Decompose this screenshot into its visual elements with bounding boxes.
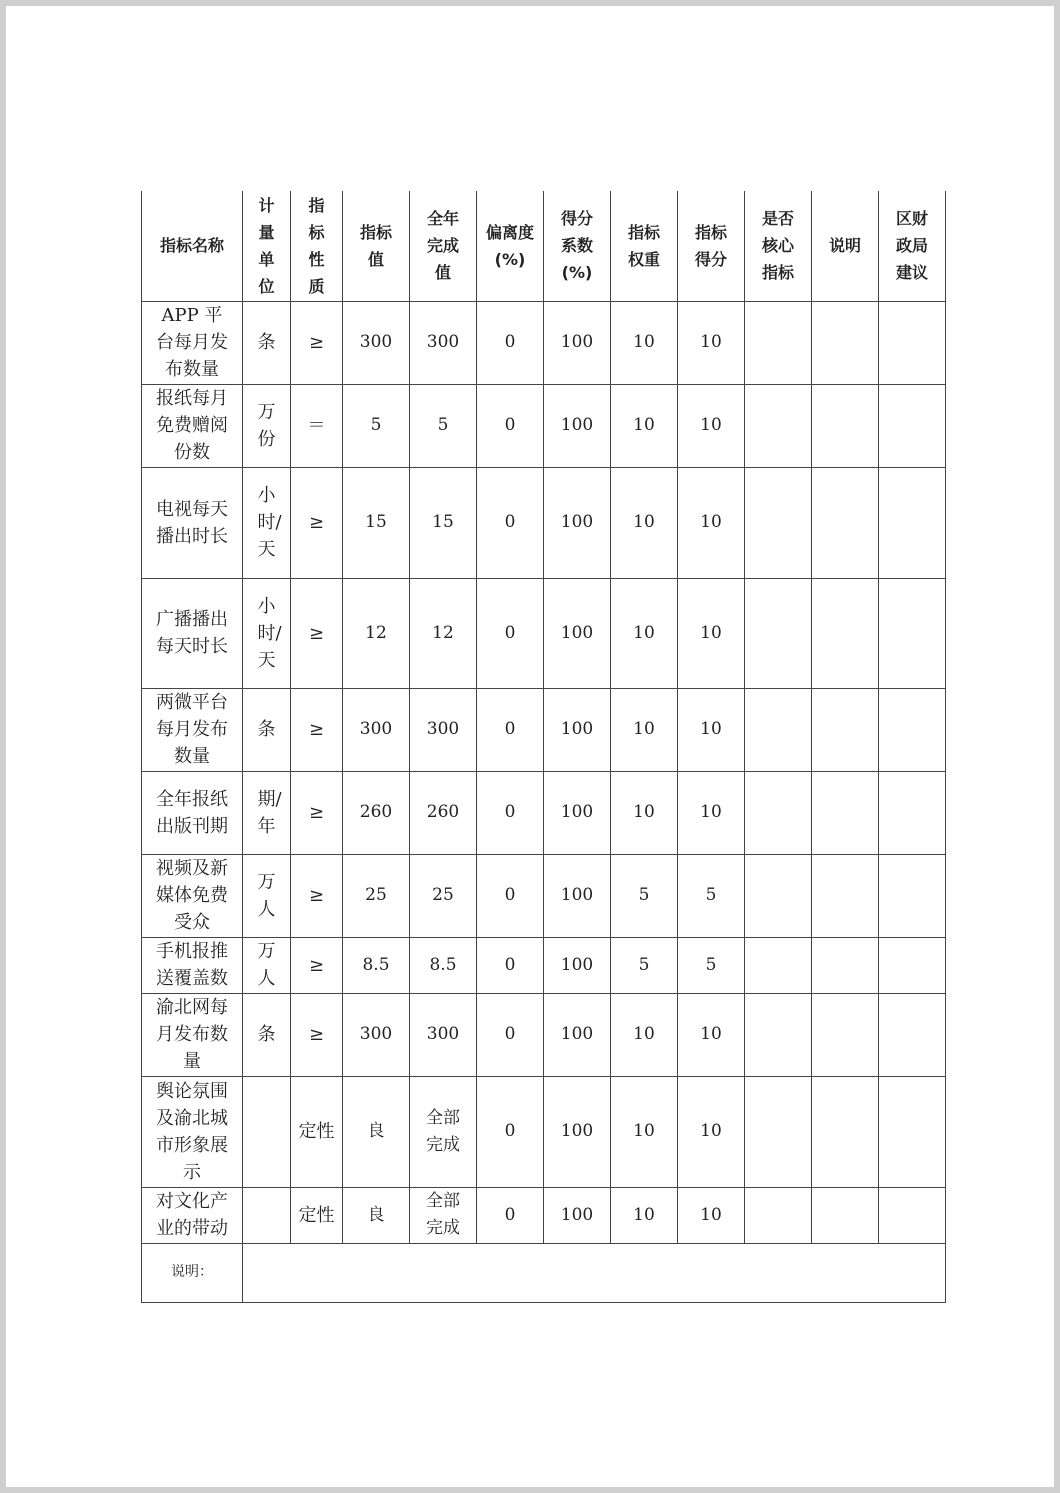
nature-cell: 定性 [291,1076,343,1187]
actual-value-cell: 25 [410,854,477,937]
note-cell [812,688,879,771]
deviation-cell: 0 [477,993,544,1076]
unit-cell [243,1187,291,1243]
actual-value-cell: 8.5 [410,937,477,993]
header-unit: 计量单位 [243,191,291,301]
target-value-cell: 25 [343,854,410,937]
deviation-cell: 0 [477,854,544,937]
note-cell [812,467,879,578]
weight-cell: 10 [611,1076,678,1187]
score-coefficient-cell: 100 [544,301,611,384]
deviation-cell: 0 [477,578,544,688]
score-cell: 10 [678,688,745,771]
score-coefficient-cell: 100 [544,1187,611,1243]
header-score-coefficient: 得分系数(%) [544,191,611,301]
indicator-name-cell: 电视每天播出时长 [142,467,243,578]
core-indicator-cell [745,688,812,771]
score-coefficient-cell: 100 [544,467,611,578]
actual-value-cell: 300 [410,993,477,1076]
score-coefficient-cell: 100 [544,771,611,854]
nature-cell: ≥ [291,937,343,993]
deviation-cell: 0 [477,937,544,993]
note-cell [812,854,879,937]
weight-cell: 10 [611,467,678,578]
score-cell: 10 [678,467,745,578]
score-cell: 10 [678,301,745,384]
core-indicator-cell [745,384,812,467]
finance-advice-cell [879,384,946,467]
table-row [142,301,946,384]
core-indicator-cell [745,1076,812,1187]
core-indicator-cell [745,937,812,993]
actual-value-cell: 5 [410,384,477,467]
weight-cell: 10 [611,1187,678,1243]
indicator-name-cell: APP 平台每月发布数量 [142,301,243,384]
header-finance-advice: 区财政局建议 [879,191,946,301]
deviation-cell: 0 [477,1187,544,1243]
actual-value-cell: 300 [410,688,477,771]
core-indicator-cell [745,301,812,384]
header-core-indicator: 是否核心指标 [745,191,812,301]
score-coefficient-cell: 100 [544,688,611,771]
indicator-name-cell: 舆论氛围及渝北城市形象展示 [142,1076,243,1187]
footer-note-label: 说明： [142,1243,243,1302]
table-row [142,467,946,578]
nature-cell: ≥ [291,578,343,688]
target-value-cell: 良 [343,1187,410,1243]
nature-cell: ＝ [291,384,343,467]
deviation-cell: 0 [477,688,544,771]
core-indicator-cell [745,578,812,688]
deviation-cell: 0 [477,301,544,384]
finance-advice-cell [879,301,946,384]
unit-cell: 条 [243,993,291,1076]
unit-cell: 小时/天 [243,467,291,578]
actual-value-cell: 15 [410,467,477,578]
score-coefficient-cell: 100 [544,993,611,1076]
target-value-cell: 300 [343,993,410,1076]
weight-cell: 10 [611,993,678,1076]
score-cell: 10 [678,771,745,854]
unit-cell [243,1076,291,1187]
score-cell: 5 [678,854,745,937]
score-coefficient-cell: 100 [544,384,611,467]
header-actual-value: 全年完成值 [410,191,477,301]
deviation-cell: 0 [477,467,544,578]
indicator-name-cell: 渝北网每月发布数量 [142,993,243,1076]
deviation-cell: 0 [477,1076,544,1187]
nature-cell: ≥ [291,854,343,937]
score-coefficient-cell: 100 [544,1076,611,1187]
actual-value-cell: 300 [410,301,477,384]
actual-value-cell: 260 [410,771,477,854]
note-cell [812,937,879,993]
core-indicator-cell [745,993,812,1076]
nature-cell: ≥ [291,771,343,854]
finance-advice-cell [879,1076,946,1187]
finance-advice-cell [879,1187,946,1243]
deviation-cell: 0 [477,771,544,854]
indicator-name-cell: 全年报纸出版刊期 [142,771,243,854]
score-cell: 10 [678,1076,745,1187]
indicator-name-cell: 两微平台每月发布数量 [142,688,243,771]
weight-cell: 10 [611,688,678,771]
weight-cell: 10 [611,301,678,384]
table-row [142,688,946,771]
nature-cell: ≥ [291,993,343,1076]
weight-cell: 10 [611,771,678,854]
footer-row [142,1243,946,1302]
target-value-cell: 良 [343,1076,410,1187]
note-cell [812,384,879,467]
table-row [142,1187,946,1243]
header-score: 指标得分 [678,191,745,301]
nature-cell: ≥ [291,301,343,384]
finance-advice-cell [879,993,946,1076]
finance-advice-cell [879,688,946,771]
unit-cell: 条 [243,688,291,771]
finance-advice-cell [879,467,946,578]
actual-value-cell: 12 [410,578,477,688]
header-deviation: 偏离度(%) [477,191,544,301]
note-cell [812,771,879,854]
score-cell: 5 [678,937,745,993]
finance-advice-cell [879,771,946,854]
target-value-cell: 300 [343,688,410,771]
target-value-cell: 260 [343,771,410,854]
header-target-value: 指标值 [343,191,410,301]
indicator-name-cell: 报纸每月免费赠阅份数 [142,384,243,467]
score-coefficient-cell: 100 [544,937,611,993]
unit-cell: 万人 [243,937,291,993]
note-cell [812,993,879,1076]
nature-cell: ≥ [291,467,343,578]
score-cell: 10 [678,993,745,1076]
score-cell: 10 [678,1187,745,1243]
nature-cell: ≥ [291,688,343,771]
table-row [142,771,946,854]
weight-cell: 5 [611,937,678,993]
indicator-name-cell: 视频及新媒体免费受众 [142,854,243,937]
weight-cell: 10 [611,578,678,688]
score-cell: 10 [678,384,745,467]
note-cell [812,301,879,384]
note-cell [812,1076,879,1187]
table-row [142,1076,946,1187]
target-value-cell: 12 [343,578,410,688]
table-row [142,854,946,937]
actual-value-cell: 全部完成 [410,1076,477,1187]
table-row [142,578,946,688]
core-indicator-cell [745,771,812,854]
target-value-cell: 5 [343,384,410,467]
table-row [142,384,946,467]
table-row [142,937,946,993]
nature-cell: 定性 [291,1187,343,1243]
score-coefficient-cell: 100 [544,854,611,937]
note-cell [812,578,879,688]
header-note: 说明 [812,191,879,301]
weight-cell: 5 [611,854,678,937]
footer-note-content [243,1243,946,1302]
indicator-name-cell: 手机报推送覆盖数 [142,937,243,993]
weight-cell: 10 [611,384,678,467]
note-cell [812,1187,879,1243]
performance-indicator-table [141,191,946,1303]
core-indicator-cell [745,854,812,937]
target-value-cell: 15 [343,467,410,578]
target-value-cell: 300 [343,301,410,384]
unit-cell: 期/年 [243,771,291,854]
score-cell: 10 [678,578,745,688]
core-indicator-cell [745,1187,812,1243]
unit-cell: 小时/天 [243,578,291,688]
finance-advice-cell [879,578,946,688]
unit-cell: 条 [243,301,291,384]
unit-cell: 万份 [243,384,291,467]
core-indicator-cell [745,467,812,578]
target-value-cell: 8.5 [343,937,410,993]
score-coefficient-cell: 100 [544,578,611,688]
document-page [6,6,1054,1487]
indicator-name-cell: 对文化产业的带动 [142,1187,243,1243]
header-weight: 指标权重 [611,191,678,301]
header-indicator-name: 指标名称 [142,191,243,301]
finance-advice-cell [879,937,946,993]
unit-cell: 万人 [243,854,291,937]
actual-value-cell: 全部完成 [410,1187,477,1243]
indicator-name-cell: 广播播出每天时长 [142,578,243,688]
finance-advice-cell [879,854,946,937]
deviation-cell: 0 [477,384,544,467]
header-nature: 指标性质 [291,191,343,301]
table-row [142,993,946,1076]
header-row [142,191,946,301]
